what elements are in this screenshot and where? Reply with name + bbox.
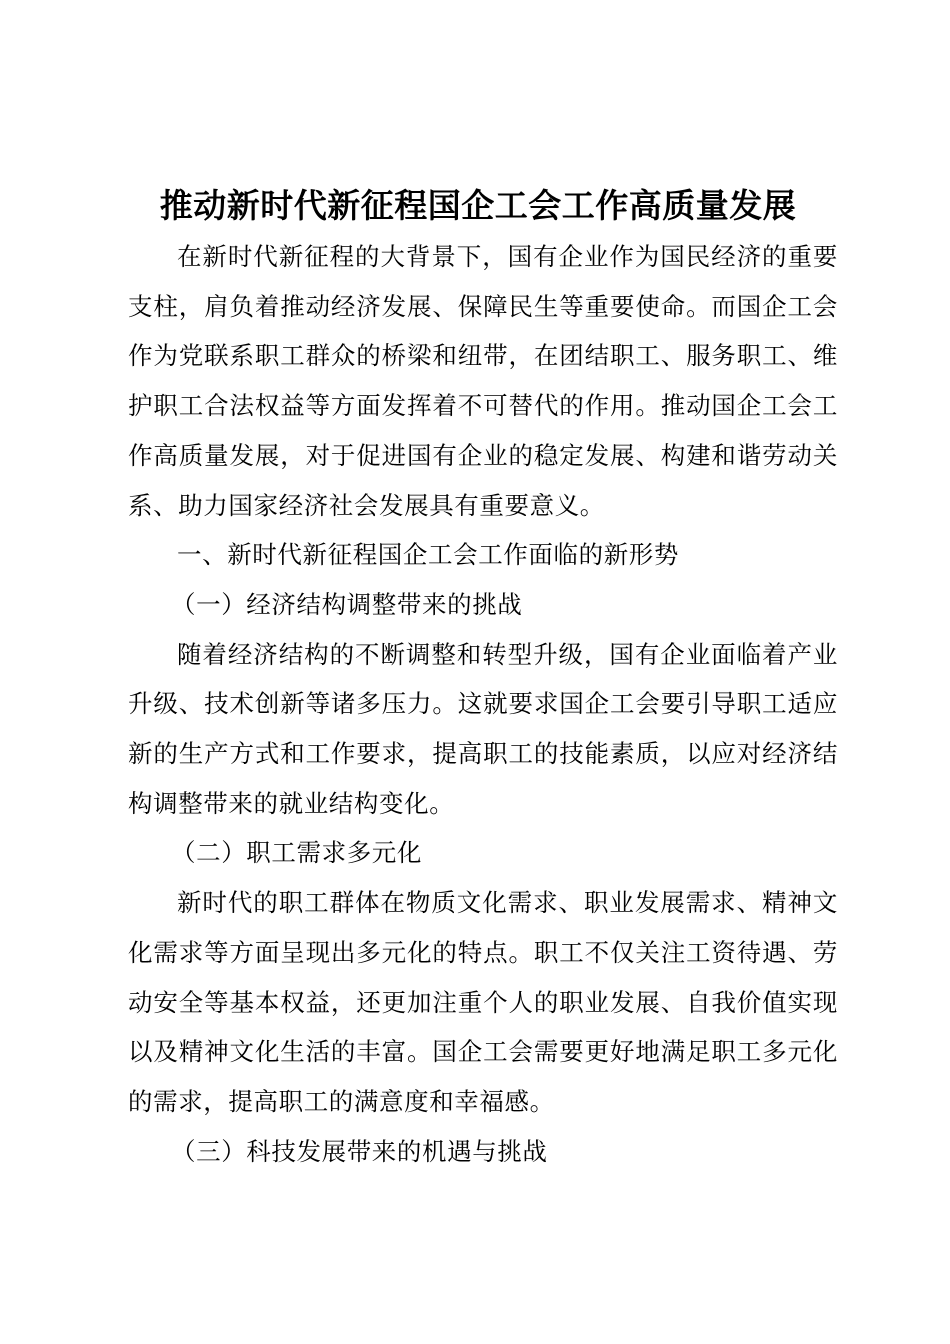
subsection-1-paragraph: 随着经济结构的不断调整和转型升级，国有企业面临着产业升级、技术创新等诸多压力。这就要求国企工会要引导职工适应新的生产方式和工作要求，提高职工的技能素质，以应对经济结构调整带来的就业结构变化。	[128, 639, 838, 818]
document-title: 推动新时代新征程国企工会工作高质量发展	[159, 186, 797, 225]
section-1-heading: 一、新时代新征程国企工会工作面临的新形势	[177, 540, 679, 570]
subsection-1-heading: （一）经济结构调整带来的挑战	[171, 589, 523, 619]
intro-paragraph: 在新时代新征程的大背景下，国有企业作为国民经济的重要支柱，肩负着推动经济发展、保障民生等重要使命。而国企工会作为党联系职工群众的桥梁和纽带，在团结职工、服务职工、维护职工合法权益等方面发挥着不可替代的作用。推动国企工会工作高质量发展，对于促进国有企业的稳定发展、构建和谐劳动关系、助力国家经济社会发展具有重要意义。	[128, 242, 838, 520]
subsection-2-paragraph: 新时代的职工群体在物质文化需求、职业发展需求、精神文化需求等方面呈现出多元化的特点。职工不仅关注工资待遇、劳动安全等基本权益，还更加注重个人的职业发展、自我价值实现以及精神文化生活的丰富。国企工会需要更好地满足职工多元化的需求，提高职工的满意度和幸福感。	[128, 888, 838, 1116]
document-page	[128, 178, 838, 1176]
subsection-3-heading: （三）科技发展带来的机遇与挑战	[171, 1136, 548, 1166]
subsection-2-heading: （二）职工需求多元化	[171, 838, 422, 868]
